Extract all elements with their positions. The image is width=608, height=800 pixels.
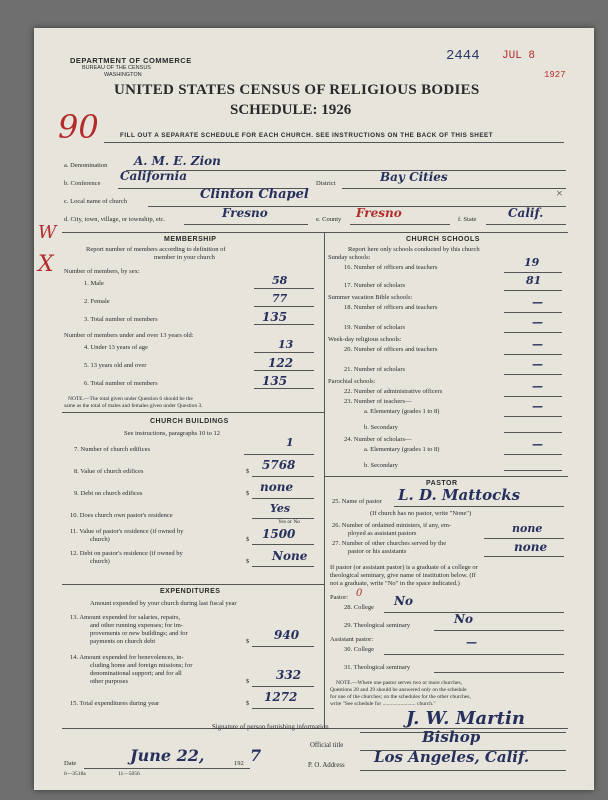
q18-label: 18. Number of officers and teachers bbox=[344, 304, 438, 311]
buildings-desc: See instructions, paragraphs 10 to 12 bbox=[124, 430, 221, 437]
q13-line bbox=[252, 646, 314, 647]
q12-label: 12. Debt on pastor's residence (if owned by bbox=[70, 550, 183, 557]
graduate-note-line1: If pastor (or assistant pastor) is a graduate of a college or bbox=[330, 564, 478, 571]
q31-label: 31. Theological seminary bbox=[344, 664, 411, 671]
q8-label: 8. Value of church edifices bbox=[74, 468, 144, 475]
q21-line bbox=[504, 374, 562, 375]
q15-label: 15. Total expenditures during year bbox=[70, 700, 160, 707]
members-by-sex-label: Number of members, by sex: bbox=[64, 268, 140, 275]
pastor-note-line2: Questions 28 and 29 should be answered only on the schedule bbox=[330, 687, 467, 693]
total-members-label: 3. Total number of members bbox=[84, 316, 158, 323]
state-line bbox=[486, 224, 566, 225]
q16-line bbox=[504, 272, 562, 273]
schools-bottom-rule bbox=[324, 476, 568, 477]
q11-label: 11. Value of pastor's residence (if owned by bbox=[70, 528, 184, 535]
total-members-value: 135 bbox=[262, 310, 288, 324]
district-label: District bbox=[316, 180, 336, 187]
q30-value: — bbox=[466, 636, 477, 649]
weekday-schools-label: Week-day religious schools: bbox=[328, 336, 402, 343]
female-label: 2. Female bbox=[84, 298, 110, 305]
q21-value: — bbox=[532, 358, 543, 371]
assistant-pastor-subhead: Assistant pastor: bbox=[330, 636, 374, 643]
signature-value: J. W. Martin bbox=[406, 708, 525, 729]
city-line bbox=[184, 224, 308, 225]
city-label: d. City, town, village, or township, etc. bbox=[64, 216, 166, 223]
pastor-note-line4: write "See schedule for ........................ church." bbox=[330, 701, 436, 707]
county-value: Fresno bbox=[356, 206, 402, 220]
under-13-line bbox=[254, 352, 314, 353]
q23b-label: b. Secondary bbox=[364, 424, 398, 431]
over-13-value: 122 bbox=[268, 356, 294, 370]
schools-title: CHURCH SCHOOLS bbox=[406, 236, 480, 243]
official-title-label: Official title bbox=[310, 742, 344, 749]
q19-value: — bbox=[532, 316, 543, 329]
po-address-line bbox=[360, 770, 566, 771]
q24-label: 24. Number of scholars— bbox=[344, 436, 412, 443]
q9-dollar: $ bbox=[246, 490, 250, 497]
membership-bottom-rule bbox=[62, 412, 324, 413]
q14-value: 332 bbox=[276, 668, 302, 682]
q27-label-line1: 27. Number of other churches served by the bbox=[332, 540, 447, 547]
q17-line bbox=[504, 290, 562, 291]
q10-label: 10. Does church own pastor's residence bbox=[70, 512, 173, 519]
q16-value: 19 bbox=[524, 256, 540, 269]
po-address-label: P. O. Address bbox=[308, 762, 345, 769]
total-members-line bbox=[254, 324, 314, 325]
date-value: June 22, bbox=[130, 746, 205, 765]
q14-dollar: $ bbox=[246, 678, 250, 685]
form-number: 6—3518a bbox=[64, 771, 86, 777]
q27-label-line2: pastor or his assistants bbox=[348, 548, 407, 555]
stamp-date: JUL 8 bbox=[502, 50, 536, 62]
q29-label: 29. Theological seminary bbox=[344, 622, 411, 629]
margin-w-mark: W bbox=[38, 222, 57, 243]
department-label: DEPARTMENT OF COMMERCE bbox=[70, 56, 192, 65]
conference-value: California bbox=[120, 169, 187, 183]
q13-label-line1: 13. Amount expended for salaries, repairs, bbox=[70, 614, 181, 621]
q14-label-line2: cluding home and foreign missions; for bbox=[90, 662, 193, 669]
census-schedule-form bbox=[34, 28, 594, 790]
q13-label-line4: payments on church debt bbox=[90, 638, 156, 645]
q15-value: 1272 bbox=[264, 690, 298, 704]
q8-line bbox=[252, 476, 314, 477]
denomination-line bbox=[126, 170, 566, 171]
q25-label: 25. Name of pastor bbox=[332, 498, 382, 505]
total-age-label: 6. Total number of members bbox=[84, 380, 158, 387]
q28-label: 28. College bbox=[344, 604, 374, 611]
q11-dollar: $ bbox=[246, 536, 250, 543]
q17-label: 17. Number of scholars bbox=[344, 282, 406, 289]
local-name-value: Clinton Chapel bbox=[200, 187, 309, 202]
county-label: e. County bbox=[316, 216, 342, 223]
q14-label-line3: denominational support; and for all bbox=[90, 670, 182, 677]
county-line bbox=[350, 224, 450, 225]
q19-line bbox=[504, 332, 562, 333]
q23a-line bbox=[504, 416, 562, 417]
under-13-label: 4. Under 13 years of age bbox=[84, 344, 148, 351]
q13-dollar: $ bbox=[246, 638, 250, 645]
schedule-title: SCHEDULE: 1926 bbox=[230, 102, 352, 118]
buildings-bottom-rule bbox=[62, 584, 324, 585]
male-value: 58 bbox=[272, 274, 288, 287]
q22-value: — bbox=[532, 380, 543, 393]
over-13-line bbox=[254, 370, 314, 371]
grid-top-rule bbox=[62, 232, 568, 233]
q19-label: 19. Number of scholars bbox=[344, 324, 406, 331]
q17-value: 81 bbox=[526, 274, 542, 287]
q7-line bbox=[244, 454, 314, 455]
form-title: UNITED STATES CENSUS OF RELIGIOUS BODIES bbox=[114, 82, 480, 98]
q24a-line bbox=[504, 454, 562, 455]
yes-no-hint: Yes or No bbox=[278, 519, 301, 525]
q14-line bbox=[252, 686, 314, 687]
q11-value: 1500 bbox=[262, 527, 296, 541]
q24b-label: b. Secondary bbox=[364, 462, 398, 469]
female-line bbox=[254, 306, 314, 307]
under-13-value: 13 bbox=[278, 338, 294, 351]
state-value: Calif. bbox=[508, 206, 544, 220]
membership-note-line1: NOTE.—The total given under Question 6 should be the bbox=[68, 396, 193, 402]
pastor-note-line1: NOTE.—Where one pastor serves two or more churches, bbox=[336, 680, 462, 686]
q25-line bbox=[394, 506, 564, 507]
q31-line bbox=[434, 672, 564, 673]
stamp-number: 2444 bbox=[446, 48, 480, 64]
q13-label-line2: and other running expenses; for im- bbox=[90, 622, 183, 629]
expenditures-title: EXPENDITURES bbox=[160, 588, 221, 595]
total-age-value: 135 bbox=[262, 374, 288, 388]
q26-value: none bbox=[512, 522, 543, 535]
q14-label-line1: 14. Amount expended for benevolences, in- bbox=[70, 654, 184, 661]
q12-label-cont: church) bbox=[90, 558, 110, 565]
q12-line bbox=[252, 566, 314, 567]
date-prefix: 192 bbox=[234, 760, 244, 767]
parochial-schools-label: Parochial schools: bbox=[328, 378, 376, 385]
q12-value: None bbox=[272, 549, 308, 563]
q29-line bbox=[434, 630, 564, 631]
buildings-title: CHURCH BUILDINGS bbox=[150, 418, 229, 425]
q20-label: 20. Number of officers and teachers bbox=[344, 346, 438, 353]
district-line bbox=[342, 188, 566, 189]
denomination-value: A. M. E. Zion bbox=[134, 154, 221, 168]
q7-label: 7. Number of church edifices bbox=[74, 446, 150, 453]
bureau-label: BUREAU OF THE CENSUS bbox=[82, 65, 151, 71]
graduate-note-line2: theological seminary, give name of institution below. (If bbox=[330, 572, 476, 579]
po-address-value: Los Angeles, Calif. bbox=[374, 748, 530, 766]
q16-label: 16. Number of officers and teachers bbox=[344, 264, 438, 271]
pastor-red-mark: 0 bbox=[356, 588, 363, 599]
q30-label: 30. College bbox=[344, 646, 374, 653]
summer-schools-label: Summer vacation Bible schools: bbox=[328, 294, 413, 301]
q26-line bbox=[484, 538, 564, 539]
pastor-note-line3: for one of the churches; on the schedules for the other churches, bbox=[330, 694, 471, 700]
q23a-value: — bbox=[532, 400, 543, 413]
official-title-value: Bishop bbox=[422, 728, 481, 746]
sunday-schools-label: Sunday schools: bbox=[328, 254, 371, 261]
state-label: f. State bbox=[458, 216, 477, 223]
signature-label: Signature of person furnishing information bbox=[212, 724, 329, 731]
q20-line bbox=[504, 354, 562, 355]
district-value: Bay Cities bbox=[380, 170, 448, 184]
city-value: Fresno bbox=[222, 206, 268, 220]
expenditures-desc: Amount expended by your church during last fiscal year bbox=[90, 600, 237, 607]
header-rule bbox=[104, 142, 564, 143]
date-label: Date bbox=[64, 760, 77, 767]
denomination-label: a. Denomination bbox=[64, 162, 108, 169]
q24a-value: — bbox=[532, 438, 543, 451]
q9-value: none bbox=[260, 480, 294, 494]
q9-label: 9. Debt on church edifices bbox=[74, 490, 143, 497]
stamp-year: 1927 bbox=[544, 70, 566, 80]
membership-desc-line1: Report number of members according to definition of bbox=[86, 246, 226, 253]
q8-value: 5768 bbox=[262, 458, 296, 472]
q24a-label: a. Elementary (grades 1 to 8) bbox=[364, 446, 440, 453]
q22-line bbox=[504, 396, 562, 397]
q12-dollar: $ bbox=[246, 558, 250, 565]
margin-x-mark: X bbox=[38, 252, 54, 277]
grid-center-divider bbox=[324, 232, 325, 728]
male-line bbox=[254, 288, 314, 289]
pastor-title: PASTOR bbox=[426, 480, 458, 487]
membership-title: MEMBERSHIP bbox=[164, 236, 217, 243]
q25-note: (If church has no pastor, write "None") bbox=[370, 510, 472, 517]
age-group-label: Number of members under and over 13 years old: bbox=[64, 332, 194, 339]
q11-label-cont: church) bbox=[90, 536, 110, 543]
graduate-note-line3: not a graduate, write "No" in the space indicated.) bbox=[330, 580, 460, 587]
q11-line bbox=[252, 544, 314, 545]
q15-line bbox=[252, 708, 314, 709]
q9-line bbox=[252, 498, 314, 499]
q23b-line bbox=[504, 432, 562, 433]
q8-dollar: $ bbox=[246, 468, 250, 475]
over-13-label: 5. 13 years old and over bbox=[84, 362, 147, 369]
q13-label-line3: provements or new buildings; and for bbox=[90, 630, 188, 637]
q26-label-line1: 26. Number of ordained ministers, if any, em- bbox=[332, 522, 452, 529]
q18-line bbox=[504, 312, 562, 313]
q14-label-line4: other purposes bbox=[90, 678, 129, 685]
local-name-label: c. Local name of church bbox=[64, 198, 127, 205]
x-mark: × bbox=[556, 186, 563, 200]
q26-label-line2: ployed as assistant pastors bbox=[348, 530, 417, 537]
q27-value: none bbox=[514, 540, 548, 554]
q10-value: Yes bbox=[270, 502, 291, 515]
q18-value: — bbox=[532, 296, 543, 309]
male-label: 1. Male bbox=[84, 280, 104, 287]
total-age-line bbox=[254, 388, 314, 389]
pastor-subhead: Pastor: bbox=[330, 594, 349, 601]
q23-label: 23. Number of teachers— bbox=[344, 398, 412, 405]
q13-value: 940 bbox=[274, 628, 300, 642]
q30-line bbox=[384, 654, 564, 655]
conference-label: b. Conference bbox=[64, 180, 101, 187]
city-label: WASHINGTON bbox=[104, 72, 142, 78]
q28-value: No bbox=[394, 594, 413, 608]
q23a-label: a. Elementary (grades 1 to 8) bbox=[364, 408, 440, 415]
membership-note-line2: same as the total of males and females given under Question 3. bbox=[64, 403, 203, 409]
q25-value: L. D. Mattocks bbox=[398, 486, 521, 504]
q29-value: No bbox=[454, 612, 473, 626]
q15-dollar: $ bbox=[246, 700, 250, 707]
q21-label: 21. Number of scholars bbox=[344, 366, 406, 373]
form-number-2: 11—5056 bbox=[118, 771, 140, 777]
q22-label: 22. Number of administrative officers bbox=[344, 388, 443, 395]
female-value: 77 bbox=[272, 292, 288, 305]
q7-value: 1 bbox=[286, 436, 294, 449]
instruction-line: FILL OUT A SEPARATE SCHEDULE FOR EACH CHURCH. SEE INSTRUCTIONS ON THE BACK OF THIS SHEET bbox=[120, 132, 494, 139]
q27-line bbox=[484, 556, 564, 557]
q20-value: — bbox=[532, 338, 543, 351]
date-line bbox=[84, 768, 250, 769]
membership-desc-line2: member in your church bbox=[154, 254, 215, 261]
date-year: 7 bbox=[250, 746, 262, 765]
schools-desc: Report here only schools conducted by this church bbox=[348, 246, 480, 253]
red-number-mark: 90 bbox=[58, 108, 99, 146]
q24b-line bbox=[504, 470, 562, 471]
q28-line bbox=[384, 612, 564, 613]
